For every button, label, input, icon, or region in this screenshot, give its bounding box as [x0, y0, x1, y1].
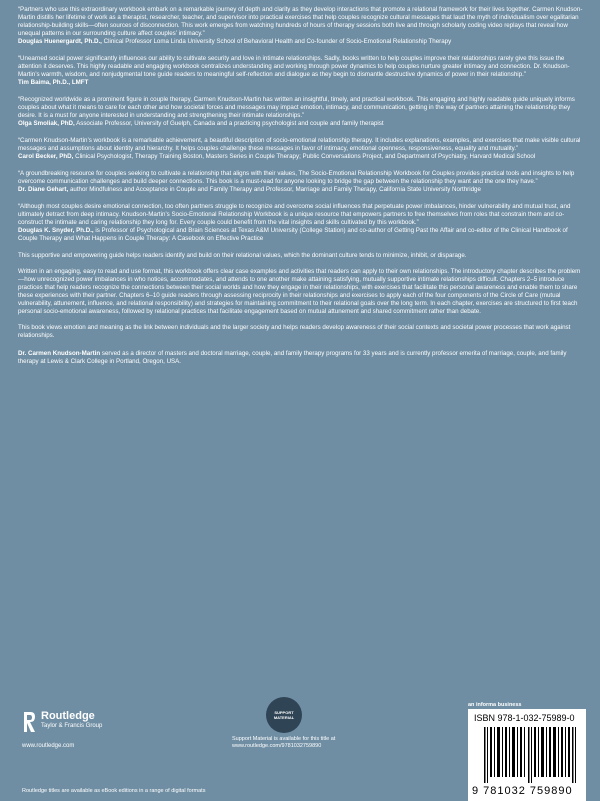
support-material-badge: [266, 697, 302, 733]
testimonial-affiliation: Associate Professor, University of Guelph, Canada and a practicing psychologist and couple and family therapist: [74, 120, 384, 127]
support-material-text: Support Material is available for this title at www.routledge.com/9781032759890: [232, 736, 336, 749]
testimonial-quote: “Carmen Knudson-Martin’s workbook is a remarkable achievement, a beautiful description of socio-emotional relationship therapy. It includes explanations, examples, and exercises that make visible cultural messages and assumptions about identity and hierarchy. It helps couples challenge these messages in favor of intimacy, emotional openness, responsiveness, equality and mutuality.”: [18, 137, 581, 152]
barcode-digits: 9 781032 759890: [472, 785, 573, 797]
support-badge-label: SUPPORT MATERIAL: [273, 710, 295, 720]
testimonial-affiliation: is Professor of Psychological and Brain Sciences at Texas A&M University (College Station) and co-author of Getting Past the Affair and co-editor of the Clinical Handbook of Couple Therapy and What Happens in Couple Therapy: A Casebook on Effective Practice: [18, 227, 568, 242]
testimonial-quote: “Although most couples desire emotional connection, too often partners struggle to recognize and overcome social influences that perpetuate power imbalances, hinder vulnerability and mutual trust, and ultimately detract from deep intimacy. Knudson-Martin’s Socio-Emotional Relationship Workbook is a unique resource that empowers partners to free themselves from roles that constrain them and co-construct the intimate and caring relationship they long for. Every couple could benefit from the vital insights and skills cultivated by this workbook.”: [18, 203, 571, 226]
ebook-note: Routledge titles are available as eBook editions in a range of digital formats: [22, 788, 206, 794]
author-name: Dr. Carmen Knudson-Martin: [18, 350, 101, 357]
testimonial-author: Tim Baima, Ph.D., LMFT: [18, 79, 89, 86]
testimonial-quote: “A groundbreaking resource for couples seeking to cultivate a relationship that aligns with their values, The Socio-Emotional Relationship Workbook for Couples provides practical tools and insights to help overcome communication challenges and build deeper connections. This book is a must-read for anyone looking to bridge the gap between the relationship they want and the one they have.”: [18, 170, 575, 185]
testimonial-author: Olga Smoliak, PhD,: [18, 120, 75, 127]
testimonial-author: Dr. Diane Gehart,: [18, 186, 69, 193]
imprint-line: an informa business: [468, 702, 522, 708]
publisher-logo: [22, 710, 102, 734]
description-paragraph: This book views emotion and meaning as the link between individuals and the larger society and helps readers develop awareness of their social contexts and societal power processes that work against relationships.: [18, 324, 571, 339]
testimonial-quote: “Unearned social power significantly influences our ability to cultivate security and love in intimate relationships. Sadly, books written to help couples improve their relationships rarely give this issue the attention it deserves. This highly readable and engaging workbook centralizes understanding and working through power dynamics to help couples nurture greater intimacy and connection. Dr. Knudson-Martin’s warmth, wisdom, and nonjudgmental tone guide readers to meaningful self-reflection and dialogue as they begin to dismantle destructive dynamics of power in their relationship.”: [18, 55, 570, 78]
isbn-number: ISBN 978-1-032-75989-0: [474, 713, 575, 723]
isbn-box: [468, 709, 586, 801]
testimonial-affiliation: Clinical Psychologist, Therapy Training Boston, Masters Series in Couple Therapy; Public Conversations Project, and Department of Psychiatry, Harvard Medical School: [73, 153, 536, 160]
testimonial-quote: “Recognized worldwide as a prominent figure in couple therapy, Carmen Knudson-Martin has written an insightful, timely, and practical workbook. This engaging and highly readable guide uniquely informs couples about what it means to care for each other and how societal forces and messages may impact emotion, intimacy, and communication, getting in the way of partners attaining the relationship they desire. It is a must for anyone interested in understanding and strengthening their intimate relationships.”: [18, 96, 575, 119]
description-paragraph: Written in an engaging, easy to read and use format, this workbook offers clear case examples and activities that readers can apply to their own relationships. The introductory chapter describes the problem—how unrecognized power imbalances in who notices, accommodates, and attends to one another make attaining satisfying, mutually supportive intimate relationships difficult. Chapters 2–5 introduce practices that help readers recognize the connections between their social worlds and how they engage in their relationships, with exercises that facilitate this personal awareness and enable them to share these experiences with their partner. Chapters 6–10 guide readers through assessing reciprocity in their relationships and exercises to apply each of the four components of the Circle of Care (mutual vulnerability, attunement, influence, and relational responsibility) and strategies for maintaining commitment to their relational goals over the long term. In each chapter, exercises are structured to first teach personal socio-emotional awareness, followed by relational practices that facilitate engagement based on mutual attunement and shared commitment rather than debate.: [18, 268, 581, 315]
testimonial-affiliation: author Mindfulness and Acceptance in Couple and Family Therapy and Professor, Marriage and Family Therapy, California State University Northridge: [68, 186, 481, 193]
author-bio-text: served as a director of masters and doctoral marriage, couple, and family therapy programs for 33 years and is currently professor emerita of marriage, couple, and family therapy at Lewis & Clark College in Portland, Oregon, USA.: [18, 350, 567, 365]
testimonial: [18, 55, 584, 87]
testimonial-author: Douglas K. Snyder, Ph.D.,: [18, 227, 94, 234]
testimonial-author: Douglas Huenergardt, Ph.D.,: [18, 38, 102, 45]
barcode-area: [468, 702, 586, 801]
testimonial: [18, 170, 584, 194]
testimonial: [18, 137, 584, 161]
author-bio: [18, 350, 584, 366]
publisher-website: www.routledge.com: [22, 743, 75, 749]
testimonial-author: Carol Becker, PhD,: [18, 153, 74, 160]
testimonial: [18, 203, 584, 243]
publisher-name: Routledge: [41, 710, 95, 722]
cover-footer: [0, 690, 600, 800]
barcode-icon: [484, 727, 576, 783]
testimonial-affiliation: Clinical Professor Loma Linda University School of Behavioral Health and Co-founder of Socio-Emotional Relationship Therapy: [101, 38, 452, 45]
testimonial-quote: “Partners who use this extraordinary workbook embark on a remarkable journey of depth and clarity as they develop interactions that promote a relational framework for their lives together. Carmen Knudson-Martin distills her lifetime of work as a therapist, researcher, teacher, and supervisor into practical exercises that help couples recognize cultural messages that laud the myth of individualism over egalitarian relationship-building skills—often sources of disconnection. This work emerges from watching hundreds of hours of therapy sessions both live and through scholarly coding video replays that reveal how unequal patterns in our surrounding culture affect couples’ intimacy.”: [18, 6, 583, 37]
publisher-sub: Taylor & Francis Group: [41, 723, 103, 729]
back-cover-text: [18, 6, 584, 374]
routledge-r-icon: [22, 710, 36, 734]
testimonial: [18, 6, 584, 46]
description-paragraph: This supportive and empowering guide helps readers identify and build on their relational values, which the dominant culture tends to minimize, inhibit, or disparage.: [18, 252, 467, 259]
testimonial: [18, 96, 584, 128]
